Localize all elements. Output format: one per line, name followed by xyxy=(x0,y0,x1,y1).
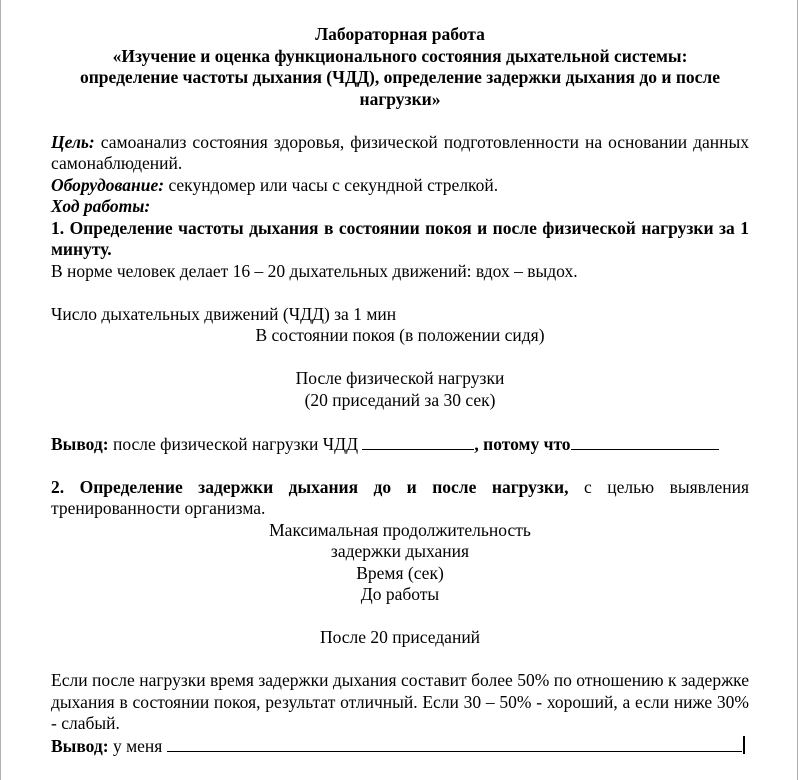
doc-title-line-2: «Изучение и оценка функционального состояния дыхательной системы: xyxy=(112,45,688,66)
section2-criteria: Если после нагрузки время задержки дыхания составит более 50% по отношению к задержке дыхания в состоянии покоя, результат отличный. Если 30 – 50% - хороший, а если ниже 30% - слабый. xyxy=(51,670,749,733)
spacer xyxy=(51,606,749,628)
spacer xyxy=(51,649,749,671)
section1-norm: В норме человек делает 16 – 20 дыхательных движений: вдох – выдох. xyxy=(51,260,578,281)
section2-conclusion xyxy=(51,735,749,758)
section2-heading-rest: с целью выявления тренированности организма. xyxy=(51,476,749,518)
section2-col3: Время (сек) xyxy=(356,562,444,583)
section1-conclusion-label: Вывод: xyxy=(51,433,109,454)
spacer xyxy=(51,347,749,369)
procedure-label: Ход работы: xyxy=(51,196,151,216)
section1-conclusion-text: после физической нагрузки ЧДД xyxy=(108,433,363,454)
equipment-text: секундомер или часы с секундной стрелкой. xyxy=(164,174,499,195)
section2-conclusion-text: у меня xyxy=(108,735,167,756)
goal-label: Цель: xyxy=(51,131,95,152)
goal-paragraph xyxy=(51,132,749,175)
doc-title-line-4: нагрузки» xyxy=(359,88,441,109)
section1-conclusion-mid: , потому что xyxy=(474,433,571,454)
section2-after: После 20 приседаний xyxy=(319,627,481,647)
section1-conclusion xyxy=(51,433,749,456)
section2-conclusion-label: Вывод: xyxy=(51,735,109,756)
spacer xyxy=(51,282,749,304)
section1-blank-1[interactable] xyxy=(362,433,474,450)
spacer xyxy=(51,455,749,477)
section1-blank-2[interactable] xyxy=(571,433,719,450)
section2-before: До работы xyxy=(360,584,440,604)
doc-title-line-3: определение частоты дыхания (ЧДД), определение задержки дыхания до и после xyxy=(79,67,721,87)
equipment-paragraph xyxy=(51,175,749,197)
section2-col2: задержки дыхания xyxy=(330,541,470,561)
section1-after-label: После физической нагрузки xyxy=(295,368,505,388)
section1-rest-label: В состоянии покоя (в положении сидя) xyxy=(255,325,545,345)
goal-text: самоанализ состояния здоровья, физической подготовленности на основании данных самонаблюдений. xyxy=(51,131,749,173)
section2-heading: 2. Определение задержки дыхания до и после нагрузки, xyxy=(51,476,569,497)
section2-blank[interactable] xyxy=(167,735,742,752)
doc-title-line-1: Лабораторная работа xyxy=(315,24,485,44)
text-cursor xyxy=(743,736,745,754)
section1-heading: 1. Определение частоты дыхания в состоянии покоя и после физической нагрузки за 1 минуту. xyxy=(51,217,749,259)
section2-col1: Максимальная продолжительность xyxy=(269,519,531,540)
section1-after-detail: (20 приседаний за 30 сек) xyxy=(304,389,496,410)
section2-heading-paragraph xyxy=(51,477,749,520)
equipment-label: Оборудование: xyxy=(51,174,165,195)
section1-table-title: Число дыхательных движений (ЧДД) за 1 мин xyxy=(51,303,397,324)
document-body xyxy=(51,24,749,757)
spacer xyxy=(51,411,749,433)
spacer xyxy=(51,110,749,132)
